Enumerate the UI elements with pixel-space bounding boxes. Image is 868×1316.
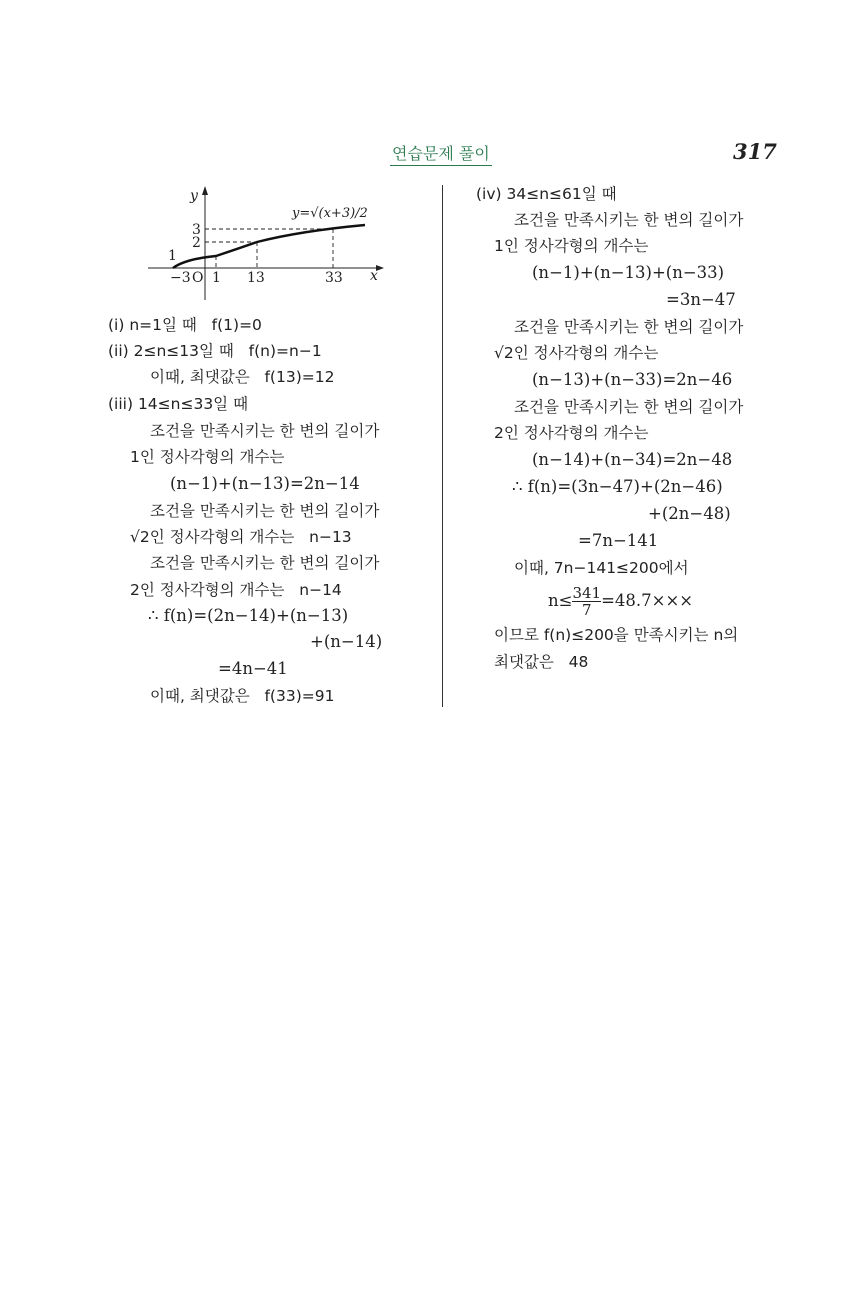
right-line-0: (iv) 34≤n≤61일 때 [476,185,617,203]
right-line-3: (n−1)+(n−13)+(n−33) [532,263,725,282]
column-divider [442,185,443,707]
right-line-13: =7n−141 [578,531,659,550]
origin-label: O [192,270,204,286]
guide-lines [205,229,333,268]
curve-equation: y=√(x+3)/2 [292,206,368,221]
function-graph [140,180,390,305]
x-tick-minus3: −3 [170,270,191,286]
right-line-9: 2인 정사각형의 개수는 [494,424,649,442]
right-line-17: 이므로 f(n)≤200을 만족시키는 n의 [494,626,739,644]
y-tick-1: 1 [168,248,177,264]
y-tick-2: 2 [192,235,201,251]
left-line-7: 조건을 만족시키는 한 변의 길이가 [150,502,380,520]
section-title: 연습문제 풀이 [390,141,492,166]
right-line-11: ∴ f(n)=(3n−47)+(2n−46) [512,477,723,496]
right-line-8: 조건을 만족시키는 한 변의 길이가 [514,398,744,416]
right-line-12: +(2n−48) [648,504,731,523]
y-tick-3: 3 [192,222,201,238]
y-axis-label: y [190,188,198,204]
right-line-7: (n−13)+(n−33)=2n−46 [532,370,733,389]
inequality-rhs: =48.7××× [601,591,694,610]
right-line-1: 조건을 만족시키는 한 변의 길이가 [514,211,744,229]
right-line-5: 조건을 만족시키는 한 변의 길이가 [514,318,744,336]
left-line-3: (iii) 14≤n≤33일 때 [108,395,249,413]
x-tick-33: 33 [325,270,343,286]
page-number: 317 [733,139,777,164]
fraction-denominator: 7 [582,601,592,619]
left-line-1: (ii) 2≤n≤13일 때 f(n)=n−1 [108,342,322,360]
right-line-18: 최댓값은 48 [494,653,589,671]
left-line-2: 이때, 최댓값은 f(13)=12 [150,368,335,386]
x-axis-label: x [370,268,378,284]
left-line-8: √2인 정사각형의 개수는 n−13 [130,528,352,546]
left-line-10: 2인 정사각형의 개수는 n−14 [130,581,342,599]
right-line-14: 이때, 7n−141≤200에서 [514,559,689,577]
left-line-5: 1인 정사각형의 개수는 [130,448,285,466]
right-line-10: (n−14)+(n−34)=2n−48 [532,450,733,469]
left-line-9: 조건을 만족시키는 한 변의 길이가 [150,554,380,572]
left-line-12: +(n−14) [310,632,383,651]
left-line-6: (n−1)+(n−13)=2n−14 [170,474,360,493]
y-axis-arrow [202,186,208,195]
left-line-0: (i) n=1일 때 f(1)=0 [108,316,262,334]
right-line-2: 1인 정사각형의 개수는 [494,237,649,255]
left-line-14: 이때, 최댓값은 f(33)=91 [150,687,335,705]
inequality-lhs: n≤ [548,591,573,610]
left-line-13: =4n−41 [218,659,288,678]
inequality-line [548,585,693,618]
right-line-4: =3n−47 [666,290,736,309]
curve [173,225,365,268]
x-tick-13: 13 [247,270,265,286]
fraction [572,585,601,618]
fraction-numerator: 341 [572,584,602,602]
left-line-4: 조건을 만족시키는 한 변의 길이가 [150,422,380,440]
left-line-11: ∴ f(n)=(2n−14)+(n−13) [148,606,349,625]
right-line-6: √2인 정사각형의 개수는 [494,344,659,362]
x-tick-1: 1 [212,270,221,286]
